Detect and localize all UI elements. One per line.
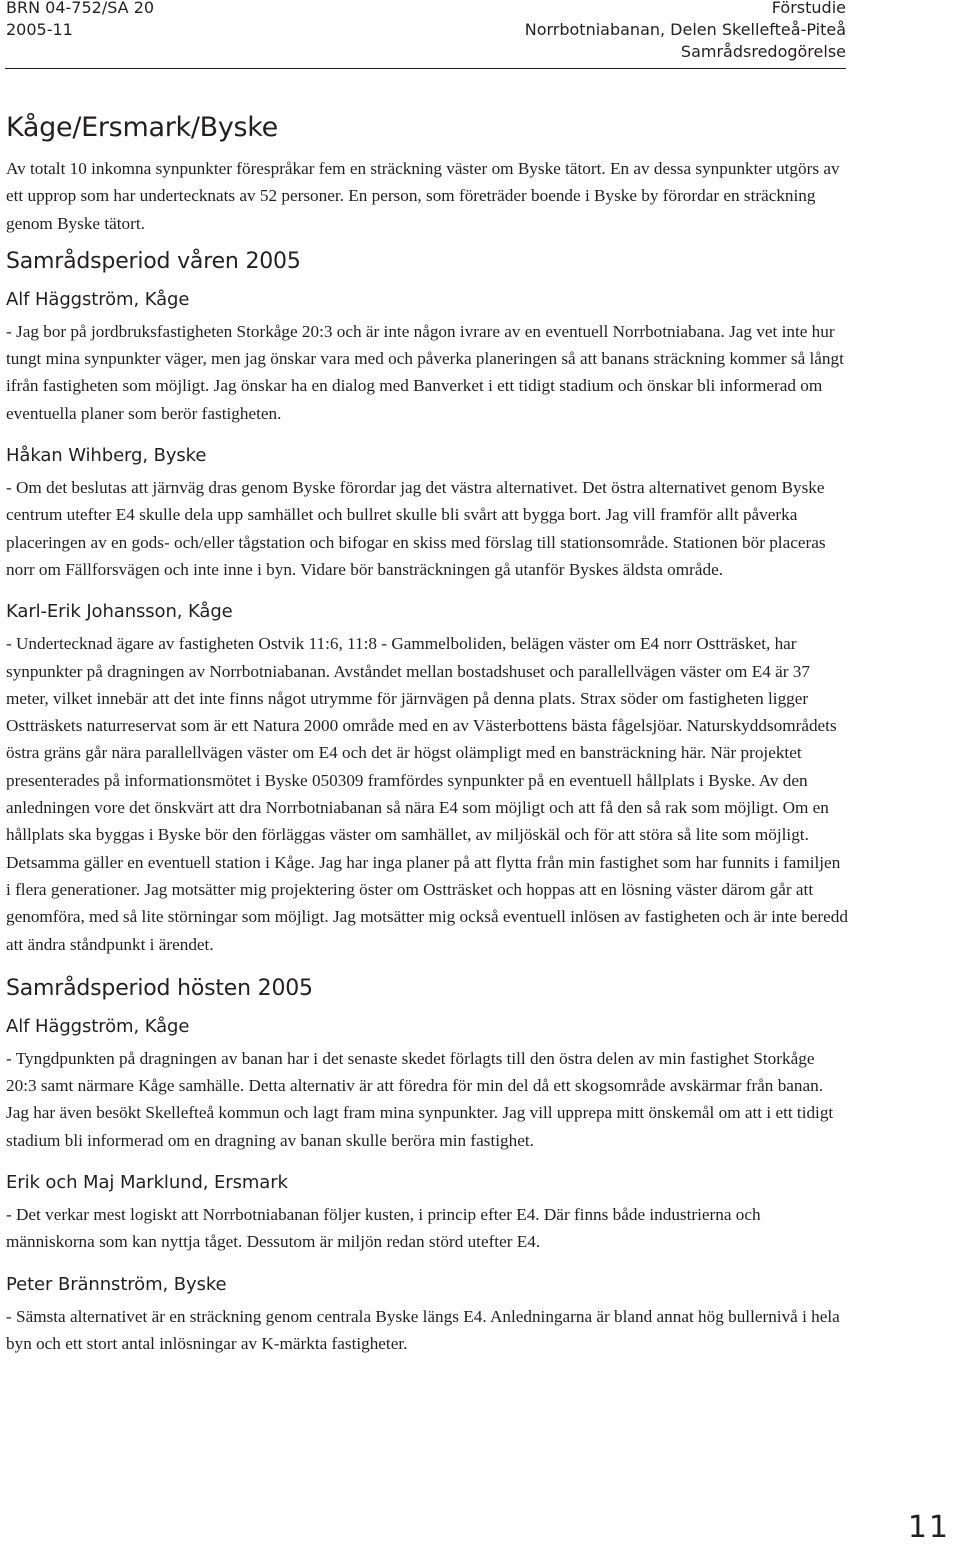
entry-name: Håkan Wihberg, Byske [6,445,207,467]
document-title-block [525,0,846,63]
section-spring-2005 [6,245,848,958]
entry-name: Peter Brännström, Byske [6,1273,227,1295]
entry-name: Erik och Maj Marklund, Ersmark [6,1172,288,1194]
section-heading: Samrådsperiod våren 2005 [6,248,301,274]
header-divider [5,68,846,69]
entry-name: Alf Häggström, Kåge [6,1015,190,1037]
entry-text: - Det verkar mest logiskt att Norrbotniabanan följer kusten, i princip efter E4. Där finns både industrierna och människorna som kan nyttja tåget. Dessutom är miljön redan störd utefter E4. [6,1205,761,1252]
entry-text: - Sämsta alternativet är en sträckning genom centrala Byske längs E4. Anledningarna är bland annat hög bullernivå i hela byn och ett stort antal inlösningar av K-märkta fastigheter. [6,1306,840,1353]
entry-name: Alf Häggström, Kåge [6,288,190,310]
entry-text: - Jag bor på jordbruksfastigheten Storkåge 20:3 och är inte någon ivrare av en eventuell Norrbotniabana. Jag vet inte hur tungt mina synpunkter väger, men jag önskar vara med och påverka planeringen så att banans sträckning kommer så långt ifrån fastigheten som möjligt. Jag önskar ha en dialog med Banverket i ett tidigt stadium och önskar bli informerad om eventuella planer som berör fastigheten. [6,321,844,423]
project-name: Norrbotniabanan, Delen Skellefteå-Piteå [524,20,846,39]
section-heading: Samrådsperiod hösten 2005 [6,975,313,1001]
intro-paragraph: Av totalt 10 inkomna synpunkter förespråkar fem en sträckning väster om Byske tätort. En av dessa synpunkter utgörs av ett upprop som har undertecknats av 52 personer. En person, som företräder boende i Byske by förordar en sträckning genom Byske tätort. [6,159,840,233]
page-content [6,108,848,1371]
document-type: Förstudie [771,0,846,17]
entry-text: - Undertecknad ägare av fastigheten Ostvik 11:6, 11:8 - Gammelboliden, belägen väster om E4 norr Ostträsket, har synpunkter på dragningen av Norrbotniabanan. Avståndet mellan bostadshuset och parallellvägen väster om E4 är 37 meter, vilket innebär att det inte finns något utrymme för järnvägen på denna plats. Strax söder om fastigheten ligger Ostträskets naturreservat som är ett Natura 2000 område med en av Västerbottens bästa fågelsjöar. Naturskyddsområdets östra gräns går nära parallellvägen väster om E4 och det är högst olämpligt med en bansträckning här. När projektet presenterades på informationsmötet i Byske 050309 framfördes synpunkter på en eventuell hållplats i Byske. Av den anledningen vore det önskvärt att dra Norrbotniabanan så nära E4 som möjligt och att få den så rak som möjligt. Om en hållplats ska byggas i Byske bör den förläggas väster om samhället, av miljöskäl och för att störa så lite som möjligt. Detsamma gäller en eventuell station i Kåge. Jag har inga planer på att flytta från min fastighet som har funnits i familjen i flera generationer. Jag motsätter mig projektering öster om Ostträsket och hoppas att en lösning väster därom går att genomföra, med så lite störningar som möjligt. Jag motsätter mig också eventuell inlösen av fastigheten och är inte beredd att ändra ståndpunkt i ärendet. [6,634,848,954]
entry-text: - Om det beslutas att järnväg dras genom Byske förordar jag det västra alternativet. Det östra alternativet genom Byske centrum utefter E4 skulle dela upp samhället och bullret skulle bli svårt att bygga bort. Jag vill framför allt påverka placeringen av en gods- och/eller tågstation och bifogar en skiss med förslag till stationsområde. Stationen bör placeras norr om Fällforsvägen och inte inne i byn. Vidare bör bansträckningen gå utanför Byskes äldsta område. [6,478,826,579]
intro-section [6,155,848,237]
section-autumn-2005 [6,972,848,1357]
report-name: Samrådsredogörelse [680,42,846,61]
entry-text: - Tyngdpunkten på dragningen av banan har i det senaste skedet förlagts till den östra delen av min fastighet Storkåge 20:3 samt närmare Kåge samhälle. Detta alternativ är att föredra för min del då ett skogsområde avskärmar från banan. Jag har även besökt Skellefteå kommun och lagt fram mina synpunkter. Jag vill upprepa mitt önskemål om att i ett tidigt stadium bli informerad om en dragning av banan skulle beröra min fastighet. [6,1048,834,1150]
document-date: 2005-11 [6,20,73,39]
entry-name: Karl-Erik Johansson, Kåge [6,601,233,623]
document-id-block [6,0,154,41]
page-title: Kåge/Ersmark/Byske [6,112,278,143]
page-number: 11 [907,1510,950,1545]
document-number: BRN 04-752/SA 20 [6,0,155,17]
